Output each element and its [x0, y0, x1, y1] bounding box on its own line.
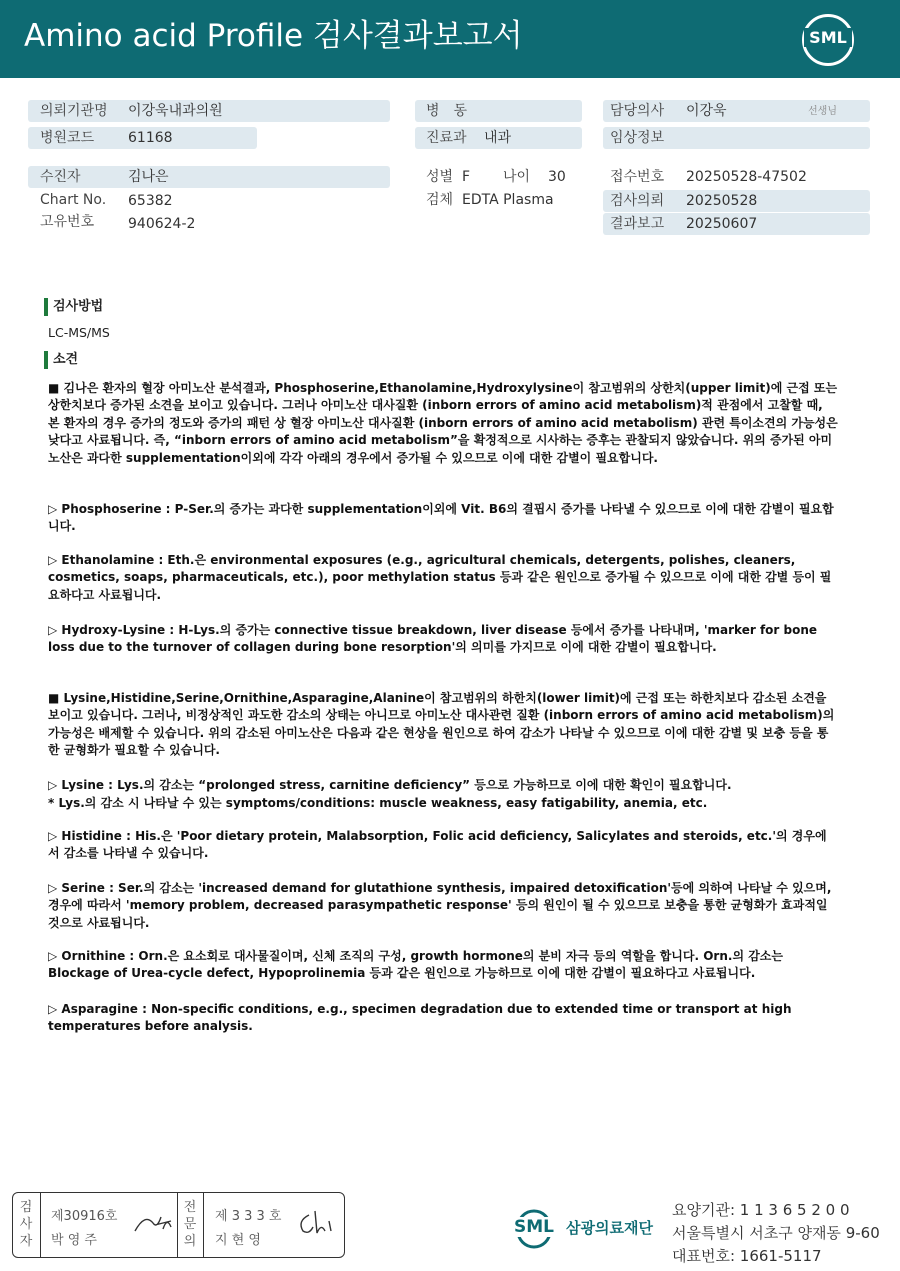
finding-paragraph: ▷ Hydroxy-Lysine : H-Lys.의 증가는 connective tissue breakdown, liver disease 등에서 증가를 나타내며, 'marker for bone loss due to the turnover of collagen during bone resorption'의 의미를 가지므로 이에 대한 감별이 필요합니다.	[48, 623, 818, 655]
specialist-license-no: 제 3 3 3 호	[215, 1209, 282, 1224]
foundation-name: 삼광의료재단	[566, 1219, 653, 1237]
report-date-label: 결과보고	[610, 216, 665, 232]
report-date-value: 20250607	[686, 216, 758, 232]
foundation-phone: 대표번호: 1661-5117	[672, 1247, 822, 1265]
care-institution-no: 요양기관: 1 1 3 6 5 2 0 0	[672, 1201, 850, 1219]
age-label: 나이	[503, 169, 531, 185]
sex-label: 성별	[426, 169, 454, 185]
finding-paragraph: ▷ Lysine : Lys.의 감소는 “prolonged stress, carnitine deficiency” 등으로 가능하므로 이에 대한 확인이 필요합니다.	[48, 778, 732, 792]
finding-paragraph: ▷ Serine : Ser.의 감소는 'increased demand for glutathione synthesis, impaired detoxification'등에 의하여 나타날 수 있으며, 경우에 따라서 'memory problem, decreased parasympathetic response' 등의 원인이 될 수 있으므로 보충을 통한 균형화가 효과적일 것으로 사료됩니다.	[48, 881, 832, 930]
findings-heading: 소견	[44, 351, 78, 369]
specimen-label: 검체	[426, 192, 454, 208]
foundation-logo	[512, 1205, 662, 1255]
foundation-logo-text: SML	[510, 1217, 558, 1237]
chart-label: Chart No.	[40, 192, 107, 208]
doctor-suffix: 선생님	[808, 106, 837, 117]
dept-value: 내과	[484, 130, 512, 146]
inspector-name: 박 영 주	[51, 1233, 97, 1248]
unique-label: 고유번호	[40, 214, 95, 230]
finding-paragraph: ■ 김나은 환자의 혈장 아미노산 분석결과, Phosphoserine,Ethanolamine,Hydroxylysine이 참고범위의 상한치(upper limit)에 근접 또는 상한치보다 증가된 소견을 보이고 있습니다. 그러나 아미노산 대사질환 (inborn errors of amino acid metabolism)적 관점에서 고찰할 때, 본 환자의 경우 증가의 정도와 증가의 패턴 상 혈장 아미노산 대사질환 (inborn errors of amino acid metabolism) 관련 특이소견의 가능성은 낮다고 사료됩니다. 즉, “inborn errors of amino acid metabolism”을 확정적으로 시사하는 증후는 관찰되지 않았습니다. 위의 증가된 아미노산은 과다한 supplementation이외에 각각 아래의 경우에서 증가될 수 있으므로 이에 대한 감별이 필요합니다.	[48, 381, 838, 465]
signature-box	[12, 1192, 345, 1258]
request-value: 20250528	[686, 193, 758, 209]
sml-logo-text: SML	[804, 28, 852, 47]
method-text: LC-MS/MS	[48, 325, 110, 340]
specialist-signature	[295, 1207, 339, 1237]
sex-value: F	[462, 169, 471, 185]
request-label: 검사의뢰	[610, 193, 665, 209]
method-heading: 검사방법	[44, 298, 103, 316]
doctor-value: 이강욱	[686, 103, 727, 119]
finding-paragraph: ■ Lysine,Histidine,Serine,Ornithine,Asparagine,Alanine이 참고범위의 하한치(lower limit)에 근접 또는 하한치보다 감소된 소견을 보이고 있습니다. 그러나, 비정상적인 과도한 감소의 상태는 아니므로 아미노산 대사관련 질환 (inborn errors of amino acid metabolism)의 가능성은 배제할 수 있습니다. 위의 감소된 아미노산은 다음과 같은 현상을 원인으로 하여 감소가 나타날 수 있으므로 이에 대한 감별 및 보충 등을 통한 균형화가 필요할 수 있습니다.	[48, 691, 835, 758]
finding-paragraph: ▷ Asparagine : Non-specific conditions, e.g., specimen degradation due to extended time or transport at high temperatures before analysis.	[48, 1002, 792, 1034]
inspector-signature	[131, 1209, 175, 1237]
finding-paragraph: ▷ Ethanolamine : Eth.은 environmental exposures (e.g., agricultural chemicals, detergents, polishes, cleaners, cosmetics, soaps, pharmaceuticals, etc.), poor methylation status 등과 같은 원인으로 증가될 수 있으므로 이에 대한 감별 등이 필요하다고 사료됩니다.	[48, 553, 832, 602]
finding-paragraph: * Lys.의 감소 시 나타날 수 있는 symptoms/conditions: muscle weakness, easy fatigability, anemia, etc.	[48, 796, 708, 810]
specialist-label: 전문의	[183, 1200, 197, 1249]
ward-label: 병 동	[426, 103, 468, 119]
doctor-label: 담당의사	[610, 103, 665, 119]
finding-paragraph: ▷ Phosphoserine : P-Ser.의 증가는 과다한 supplementation이외에 Vit. B6의 결핍시 증가를 나타낼 수 있으므로 이에 대한 감별이 필요합니다.	[48, 502, 834, 534]
hospital-code-value: 61168	[128, 130, 173, 146]
specialist-name: 지 현 영	[215, 1233, 261, 1248]
dept-label: 진료과	[426, 130, 467, 146]
report-header	[0, 0, 900, 78]
receipt-value: 20250528-47502	[686, 169, 807, 185]
patient-label: 수진자	[40, 169, 81, 185]
report-title: Amino acid Profile 검사결과보고서	[24, 18, 523, 54]
finding-paragraph: ▷ Ornithine : Orn.은 요소회로 대사물질이며, 신체 조직의 구성, growth hormone의 분비 자극 등의 역할을 합니다. Orn.의 감소는 Blockage of Urea-cycle defect, Hypoprolinemia 등과 같은 원인으로 가능하므로 이에 대한 감별이 필요하다고 사료됩니다.	[48, 949, 783, 981]
specimen-value: EDTA Plasma	[462, 192, 554, 208]
inspector-label: 검사자	[19, 1200, 33, 1249]
unique-value: 940624-2	[128, 216, 196, 232]
institution-label: 의뢰기관명	[40, 103, 108, 119]
chart-value: 65382	[128, 193, 173, 209]
finding-paragraph: ▷ Histidine : His.은 'Poor dietary protein, Malabsorption, Folic acid deficiency, Salicylates and steroids, etc.'의 경우에서 감소를 나타낼 수 있습니다.	[48, 829, 827, 861]
patient-name: 김나은	[128, 169, 169, 185]
receipt-label: 접수번호	[610, 169, 665, 185]
institution-value: 이강욱내과의원	[128, 103, 223, 119]
hospital-code-label: 병원코드	[40, 130, 95, 146]
age-value: 30	[548, 169, 566, 185]
inspector-license-no: 제30916호	[51, 1209, 118, 1224]
clinical-label: 임상정보	[610, 130, 665, 146]
foundation-address: 서울특별시 서초구 양재동 9-60	[672, 1224, 880, 1242]
sml-logo	[802, 14, 854, 66]
